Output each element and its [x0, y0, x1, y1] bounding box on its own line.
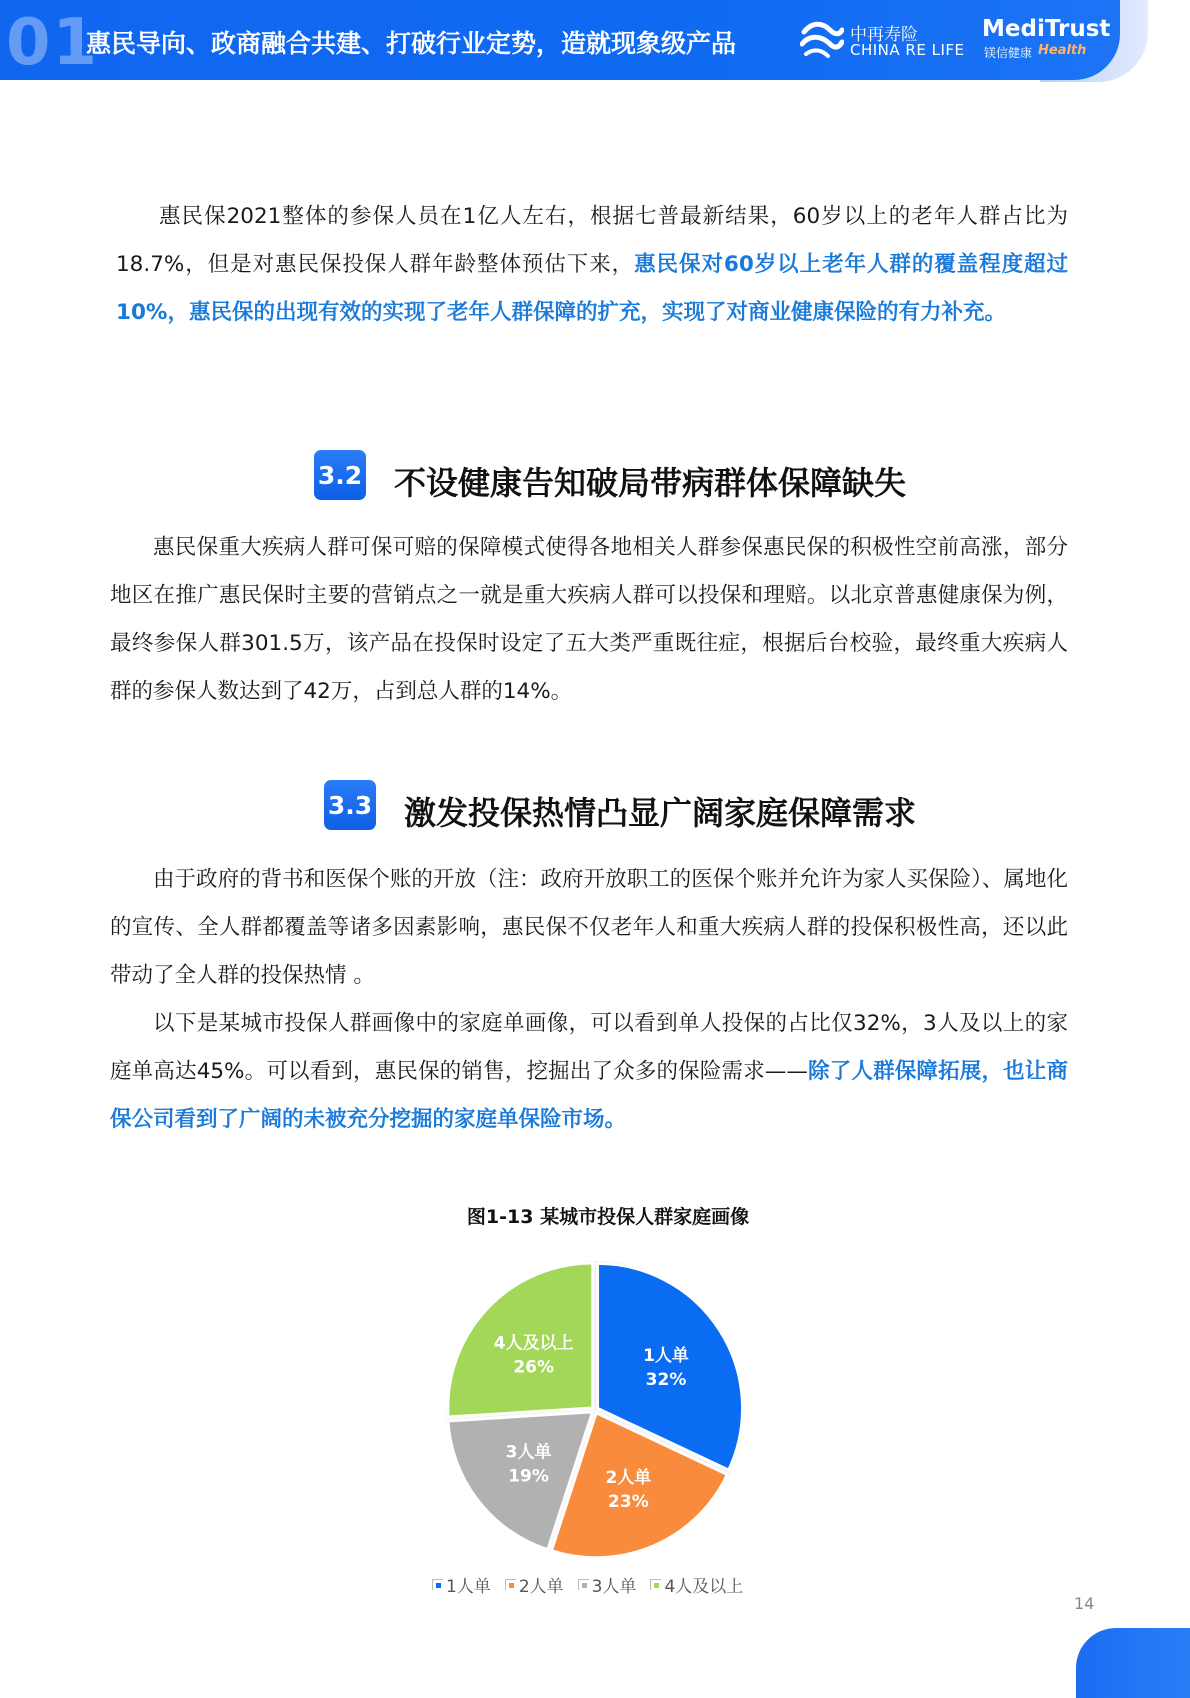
pie-label-value-1: 32% — [645, 1369, 687, 1390]
china-re-wave-icon — [800, 18, 844, 62]
chart-legend — [432, 1572, 762, 1596]
paragraph-1-text: 惠民保2021整体的参保人员在1亿人左右，根据七普最新结果，60岁以上的老年人群占比为18.7%，但是对惠民保投保人群年龄整体预估下来， — [116, 204, 1068, 277]
legend-item-3 — [578, 1572, 637, 1596]
section-3-3-title: 激发投保热情凸显广阔家庭保障需求 — [404, 794, 917, 832]
meditrust-health: Health — [1038, 43, 1087, 58]
section-3-2-badge: 3.2 — [314, 450, 366, 500]
legend-label-1: 1人单 — [446, 1576, 491, 1597]
pie-label-category-2: 2人单 — [605, 1468, 652, 1489]
legend-label-2: 2人单 — [518, 1576, 564, 1597]
paragraph-1 — [116, 193, 1068, 337]
pie-label-value-2: 23% — [608, 1492, 649, 1513]
paragraph-2: 惠民保重大疾病人群可保可赔的保障模式使得各地相关人群参保惠民保的积极性空前高涨，部分地区在推广惠民保时主要的营销点之一就是重大疾病人群可以投保和理赔。以北京普惠健康保为例，最终参保人群301.5万，该产品在投保时设定了五大类严重既往症，根据后台校验，最终重大疾病人群的参保人数达到了42万，占到总人群的14%。 — [110, 535, 1068, 704]
legend-swatch-1 — [432, 1579, 443, 1590]
paragraph-4-text: 以下是某城市投保人群画像中的家庭单画像，可以看到单人投保的占比仅32%，3人及以上的家庭单高达45%。可以看到，惠民保的销售，挖掘出了众多的保险需求—— — [110, 1011, 1068, 1084]
page-number: 14 — [1074, 1594, 1095, 1613]
chapter-number: 01 — [6, 6, 100, 80]
paragraph-4-highlight: 除了人群保障拓展，也让商保公司看到了广阔的未被充分挖掘的家庭单保险市场。 — [110, 1059, 1068, 1132]
legend-item-2 — [505, 1572, 564, 1596]
legend-swatch-2 — [505, 1579, 516, 1590]
section-3-3-badge: 3.3 — [324, 780, 376, 830]
pie-label-category-1: 1人单 — [643, 1345, 689, 1366]
pie-label-value-4: 26% — [513, 1357, 555, 1378]
pie-label-category-3: 3人单 — [505, 1442, 552, 1463]
china-re-life-logo — [800, 18, 975, 62]
legend-label-4: 4人及以上 — [664, 1576, 744, 1597]
meditrust-cn: 镁信健康 — [984, 46, 1033, 60]
legend-label-3: 3人单 — [591, 1576, 637, 1597]
china-re-en: CHINA RE LIFE — [850, 41, 965, 59]
legend-swatch-4 — [650, 1579, 661, 1590]
pie-label-value-3: 19% — [508, 1466, 549, 1487]
paragraph-1-highlight: 惠民保对60岁以上老年人群的覆盖程度超过10%，惠民保的出现有效的实现了老年人群保障的扩充，实现了对商业健康保险的有力补充。 — [116, 252, 1068, 325]
paragraph-4 — [110, 1000, 1068, 1144]
family-pie-chart — [440, 1255, 750, 1565]
chapter-title: 惠民导向、政商融合共建、打破行业定势，造就现象级产品 — [86, 29, 737, 58]
legend-swatch-3 — [578, 1579, 589, 1590]
pie-label-category-4: 4人及以上 — [493, 1333, 574, 1354]
paragraph-3: 由于政府的背书和医保个账的开放（注：政府开放职工的医保个账并允许为家人买保险）、属地化的宣传、全人群都覆盖等诸多因素影响，惠民保不仅老年人和重大疾病人群的投保积极性高，还以此带动了全人群的投保热情 。 — [110, 867, 1068, 988]
china-re-cn: 中再寿险 — [850, 25, 918, 45]
meditrust-en: MediTrust — [982, 16, 1111, 42]
meditrust-logo — [982, 16, 1122, 64]
section-3-2-title: 不设健康告知破局带病群体保障缺失 — [394, 464, 907, 502]
legend-item-4 — [650, 1572, 743, 1596]
corner-decoration — [1076, 1628, 1190, 1698]
legend-item-1 — [432, 1572, 491, 1596]
page-header — [0, 0, 1120, 80]
figure-title: 图1-13 某城市投保人群家庭画像 — [466, 1206, 750, 1228]
